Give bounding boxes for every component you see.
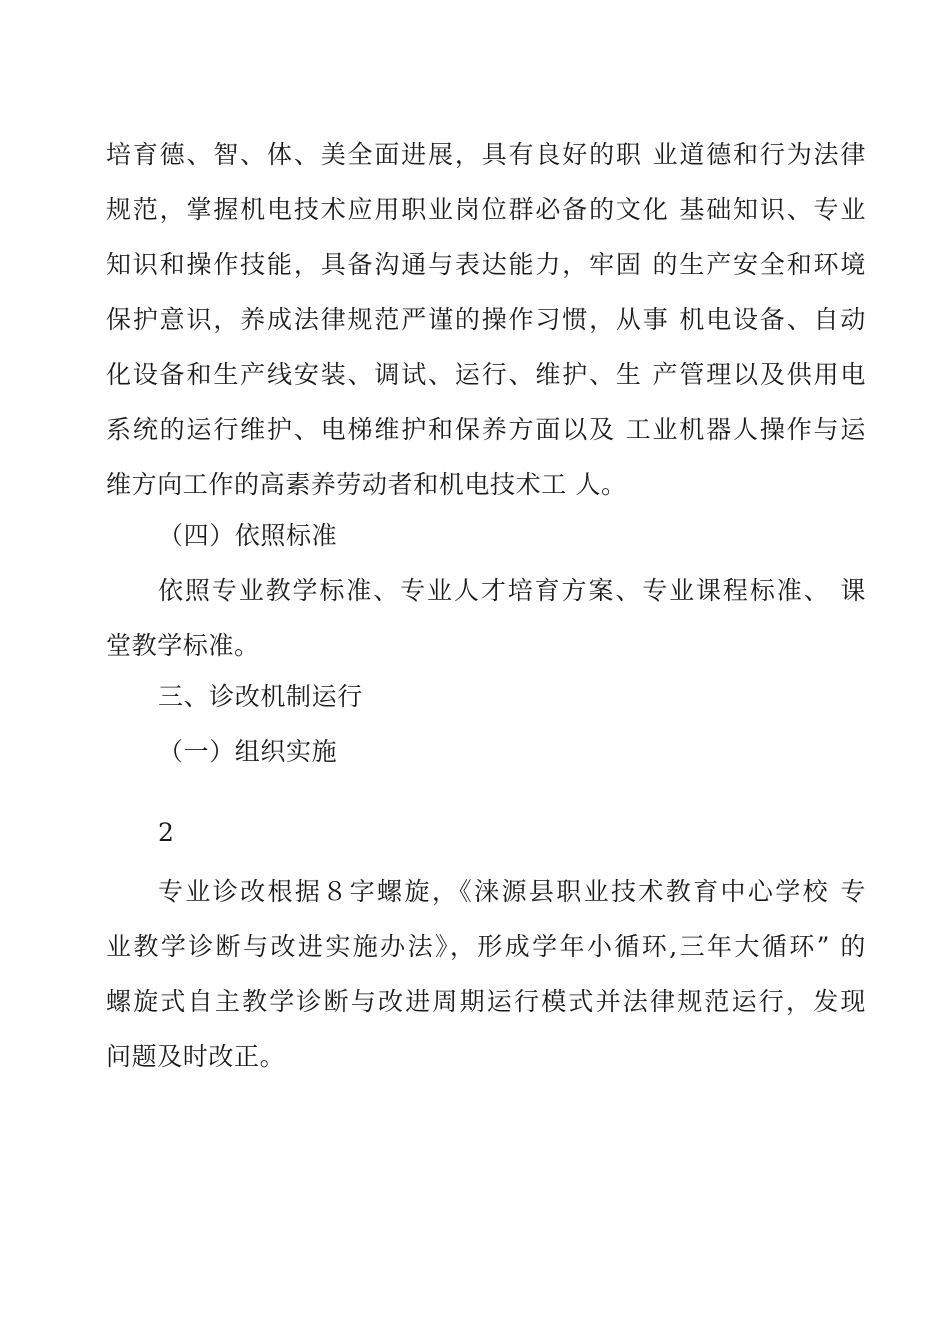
section-heading: （四）依照标准 (158, 521, 338, 550)
subsection-heading: （一）组织实施 (158, 737, 338, 766)
paragraph-line: 化设备和生产线安装、调试、运行、维护、生 产管理以及供用电 (106, 360, 866, 389)
paragraph-line: 规范，掌握机电技术应用职业岗位群必备的文化 基础知识、专业 (106, 195, 866, 224)
paragraph-line: 系统的运行维护、电梯维护和保养方面以及 工业机器人操作与运 (106, 415, 866, 444)
section-heading: 三、诊改机制运行 (158, 682, 363, 711)
paragraph-line: 专业诊改根据８字螺旋，《涞源县职业技术教育中心学校 专 (158, 877, 866, 906)
paragraph-line: 维方向工作的高素养劳动者和机电技术工 人。 (106, 470, 627, 499)
paragraph-line: 培育德、智、体、美全面进展，具有良好的职 业道德和行为法律 (106, 140, 866, 169)
paragraph-line: 依照专业教学标准、专业人才培育方案、专业课程标准、 课 (158, 576, 866, 605)
paragraph-line: 螺旋式自主教学诊断与改进周期运行模式并法律规范运行，发现 (106, 987, 866, 1016)
paragraph-line: 堂教学标准。 (106, 631, 260, 660)
page-number: 2 (158, 818, 174, 847)
paragraph-line: 知识和操作技能，具备沟通与表达能力，牢固 的生产安全和环境 (106, 250, 866, 279)
paragraph-line: 业教学诊断与改进实施办法》，形成学年小循环,三年大循环” 的 (106, 932, 866, 961)
paragraph-line: 保护意识，养成法律规范严谨的操作习惯，从事 机电设备、自动 (106, 305, 866, 334)
paragraph-line: 问题及时改正。 (106, 1042, 286, 1071)
